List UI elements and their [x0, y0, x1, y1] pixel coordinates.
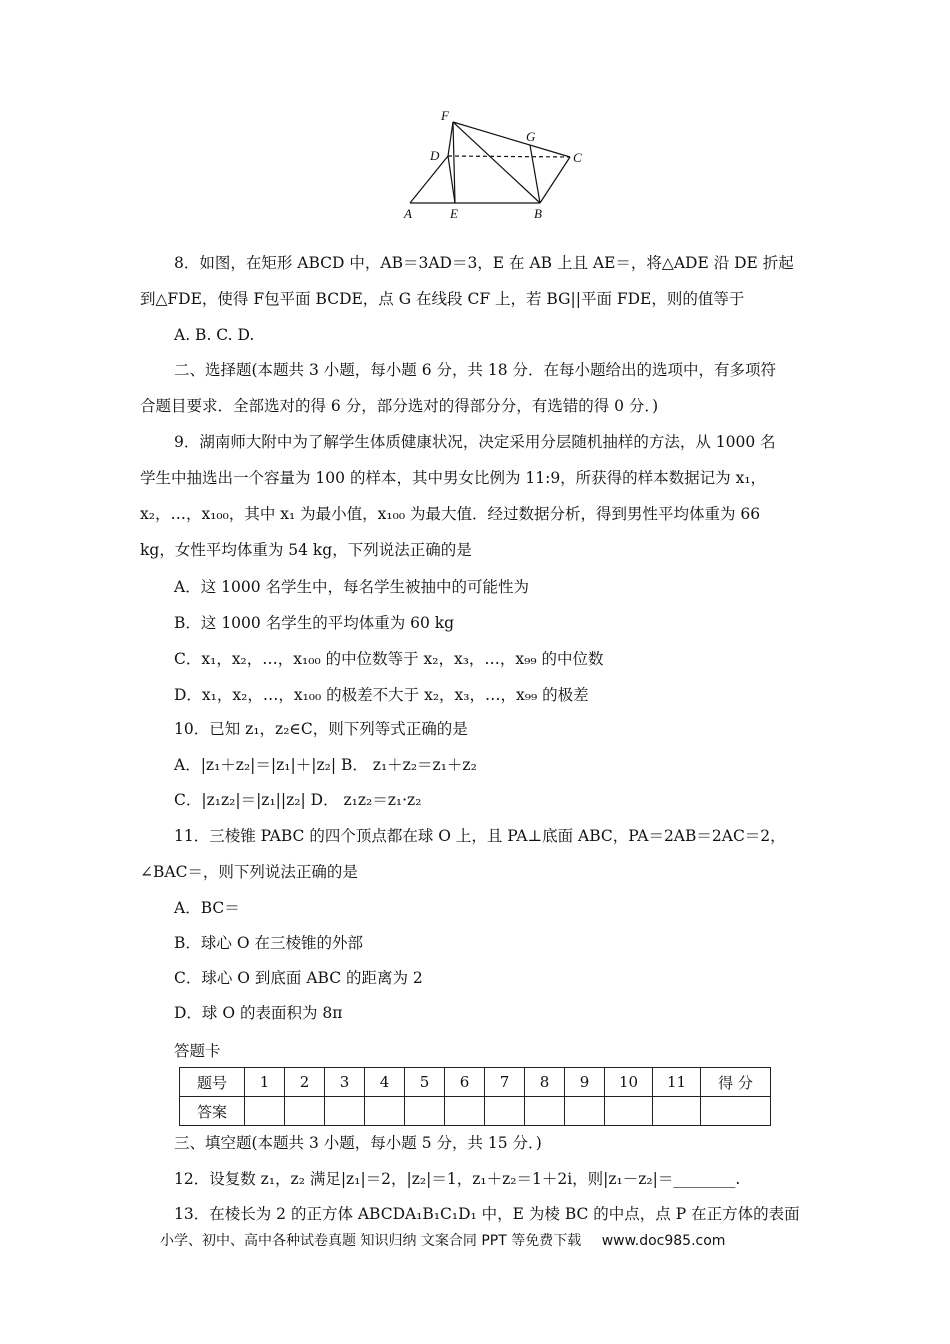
answer-cell: [525, 1097, 565, 1126]
header-cell: 题号: [180, 1068, 245, 1097]
label-e: E: [450, 206, 458, 221]
label-f: F: [441, 108, 449, 123]
q10-options-cd: C．|z₁z₂|＝|z₁||z₂| D． z₁z₂＝z₁·z₂: [174, 791, 422, 809]
label-b: B: [534, 206, 542, 221]
q8-line-2: 到△FDE，使得 F包平面 BCDE，点 G 在线段 CF 上，若 BG||平面 FDE，则的值等于: [140, 290, 745, 308]
q8-options: A. B. C. D.: [174, 326, 255, 344]
header-cell: 9: [565, 1068, 605, 1097]
section-2-heading-2: 合题目要求．全部选对的得 6 分，部分选对的得部分分，有选错的得 0 分．): [140, 397, 659, 415]
geometry-figure: [395, 108, 595, 228]
header-cell: 7: [485, 1068, 525, 1097]
answer-cell: [653, 1097, 701, 1126]
answer-label-cell: 答案: [180, 1097, 245, 1126]
q11-option-a: A．BC＝: [174, 899, 240, 917]
label-c: C: [573, 150, 582, 165]
header-cell: 2: [285, 1068, 325, 1097]
footer-banner: [160, 1230, 725, 1250]
score-cell: [701, 1097, 771, 1126]
q12-line: 12．设复数 z₁，z₂ 满足|z₁|＝2，|z₂|＝1，z₁＋z₂＝1＋2i，则|z₁－z₂|＝________.: [174, 1170, 741, 1188]
header-cell: 5: [405, 1068, 445, 1097]
section-3-heading: 三、填空题(本题共 3 小题，每小题 5 分，共 15 分．): [174, 1134, 542, 1152]
edge-df: [448, 122, 453, 156]
answer-sheet-title: 答题卡: [174, 1042, 221, 1060]
edge-bc: [540, 157, 570, 203]
answer-cell: [325, 1097, 365, 1126]
answer-cell: [245, 1097, 285, 1126]
header-cell: 得 分: [701, 1068, 771, 1097]
q10-options-ab: A．|z₁＋z₂|＝|z₁|＋|z₂| B． z₁＋z₂＝z₁＋z₂: [174, 756, 477, 774]
q9-option-b: B．这 1000 名学生的平均体重为 60 kg: [174, 614, 455, 632]
q11-line-2: ∠BAC＝，则下列说法正确的是: [140, 863, 358, 881]
q11-option-d: D．球 O 的表面积为 8π: [174, 1004, 343, 1022]
table-row: [180, 1097, 771, 1126]
header-cell: 11: [653, 1068, 701, 1097]
footer-text: 小学、初中、高中各种试卷真题 知识归纳 文案合同 PPT 等免费下载: [160, 1233, 582, 1249]
q9-option-a: A．这 1000 名学生中，每名学生被抽中的可能性为: [174, 578, 529, 596]
edge-ad: [410, 156, 448, 203]
answer-cell: [365, 1097, 405, 1126]
edge-fc: [453, 122, 570, 157]
q9-option-d: D．x₁，x₂，…，x₁₀₀ 的极差不大于 x₂，x₃，…，x₉₉ 的极差: [174, 686, 589, 704]
q9-line-4: kg，女性平均体重为 54 kg，下列说法正确的是: [140, 541, 472, 559]
q13-line-1: 13．在棱长为 2 的正方体 ABCDA₁B₁C₁D₁ 中，E 为棱 BC 的中点，点 P 在正方体的表面: [174, 1205, 800, 1223]
q8-line-1: 8．如图，在矩形 ABCD 中，AB＝3AD＝3，E 在 AB 上且 AE＝，将△ADE 沿 DE 折起: [174, 254, 794, 272]
answer-cell: [445, 1097, 485, 1126]
label-d: D: [430, 148, 440, 163]
table-row: [180, 1068, 771, 1097]
q11-option-b: B．球心 O 在三棱锥的外部: [174, 934, 363, 952]
label-a: A: [404, 206, 412, 221]
q9-line-3: x₂，…，x₁₀₀，其中 x₁ 为最小值，x₁₀₀ 为最大值．经过数据分析，得到男性平均体重为 66: [140, 505, 761, 523]
header-cell: 3: [325, 1068, 365, 1097]
answer-cell: [405, 1097, 445, 1126]
header-cell: 6: [445, 1068, 485, 1097]
q9-option-c: C．x₁，x₂，…，x₁₀₀ 的中位数等于 x₂，x₃，…，x₉₉ 的中位数: [174, 650, 604, 668]
header-cell: 10: [605, 1068, 653, 1097]
answer-sheet-table: [179, 1067, 771, 1126]
header-cell: 1: [245, 1068, 285, 1097]
edge-dc-dashed: [448, 156, 570, 157]
answer-cell: [565, 1097, 605, 1126]
header-cell: 8: [525, 1068, 565, 1097]
q11-line-1: 11．三棱锥 PABC 的四个顶点都在球 O 上，且 PA⊥底面 ABC，PA＝2AB＝2AC＝2，: [174, 827, 786, 845]
section-2-heading-1: 二、选择题(本题共 3 小题，每小题 6 分，共 18 分．在每小题给出的选项中，有多项符: [174, 361, 777, 379]
q9-line-2: 学生中抽选出一个容量为 100 的样本，其中男女比例为 11:9，所获得的样本数据记为 x₁，: [140, 469, 767, 487]
answer-cell: [485, 1097, 525, 1126]
q9-line-1: 9．湖南师大附中为了解学生体质健康状况，决定采用分层随机抽样的方法，从 1000 名: [174, 433, 776, 451]
q10-stem: 10．已知 z₁，z₂∈C，则下列等式正确的是: [174, 720, 468, 738]
label-g: G: [526, 129, 536, 144]
answer-cell: [605, 1097, 653, 1126]
footer-url[interactable]: www.doc985.com: [601, 1233, 726, 1249]
q11-option-c: C．球心 O 到底面 ABC 的距离为 2: [174, 969, 423, 987]
header-cell: 4: [365, 1068, 405, 1097]
answer-cell: [285, 1097, 325, 1126]
